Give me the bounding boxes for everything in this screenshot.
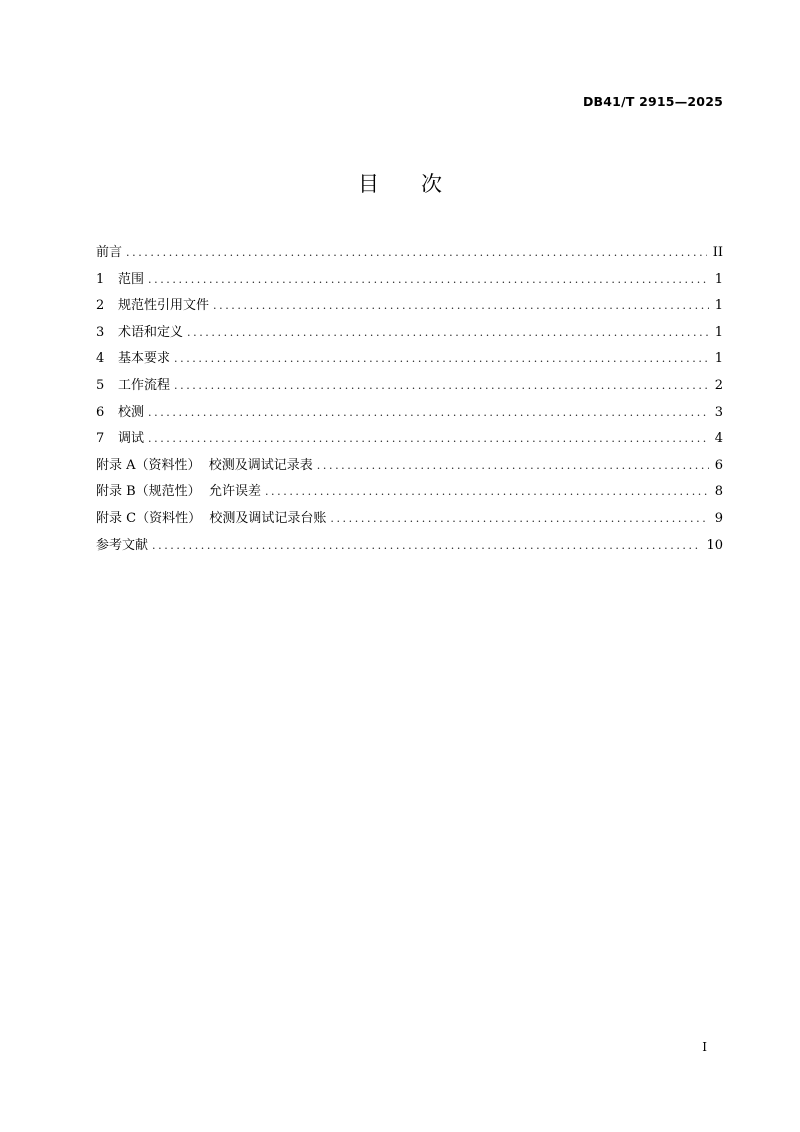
- toc-entry-number: 5: [96, 377, 105, 393]
- toc-entry-page: 6: [714, 457, 723, 473]
- toc-leader-dots: [148, 270, 709, 290]
- toc-entry-page: 1: [714, 324, 723, 340]
- toc-leader-dots: [213, 296, 709, 316]
- toc-leader-dots: [148, 403, 709, 423]
- toc-entry-label: 附录 B（规范性） 允许误差: [96, 484, 261, 500]
- toc-entry-number: 3: [96, 324, 105, 340]
- toc-entry-number: 1: [96, 271, 105, 287]
- toc-entry-page: 10: [706, 537, 723, 553]
- toc-entry-page: 1: [714, 298, 723, 314]
- toc-entry-foreword[interactable]: [96, 243, 723, 270]
- toc-entry-appendix-c[interactable]: [96, 509, 723, 536]
- toc-entry-terms-definitions[interactable]: [96, 323, 723, 350]
- page-title-char-2: 次: [421, 172, 442, 196]
- toc-entry-number: 7: [96, 431, 105, 447]
- toc-entry-label: 工作流程: [118, 377, 171, 393]
- toc-entry-page: 3: [714, 404, 723, 420]
- toc-leader-dots: [174, 376, 709, 396]
- toc-entry-label: 调试: [118, 431, 145, 447]
- toc-entry-bibliography[interactable]: [96, 536, 723, 563]
- toc-leader-dots: [330, 509, 708, 529]
- toc-entry-label: 规范性引用文件: [118, 298, 210, 314]
- toc-entry-label: 基本要求: [118, 351, 171, 367]
- toc-leader-dots: [317, 456, 709, 476]
- toc-entry-debugging[interactable]: [96, 429, 723, 456]
- toc-entry-number: 4: [96, 351, 105, 367]
- toc-entry-label: 附录 A（资料性） 校测及调试记录表: [96, 457, 313, 473]
- toc-entry-page: 9: [714, 510, 723, 526]
- toc-entry-page: II: [712, 245, 723, 260]
- toc-entry-page: 4: [714, 431, 723, 447]
- toc-leader-dots: [265, 482, 709, 502]
- table-of-contents: [96, 243, 723, 562]
- toc-entry-workflow[interactable]: [96, 376, 723, 403]
- toc-entry-scope[interactable]: [96, 270, 723, 297]
- toc-entry-label: 术语和定义: [118, 324, 184, 340]
- toc-entry-appendix-b[interactable]: [96, 482, 723, 509]
- toc-entry-page: 8: [714, 484, 723, 500]
- page-number: I: [702, 1040, 707, 1054]
- toc-entry-number: 6: [96, 404, 105, 420]
- toc-entry-label: 校测: [118, 404, 145, 420]
- toc-entry-calibration[interactable]: [96, 403, 723, 430]
- toc-entry-basic-requirements[interactable]: [96, 349, 723, 376]
- toc-entry-label: 前言: [96, 245, 123, 260]
- toc-entry-label: 范围: [118, 271, 145, 287]
- toc-leader-dots: [152, 536, 700, 556]
- toc-entry-label: 附录 C（资料性） 校测及调试记录台账: [96, 510, 327, 526]
- document-code: DB41/T 2915—2025: [582, 94, 723, 109]
- toc-entry-normative-references[interactable]: [96, 296, 723, 323]
- page-title-char-1: 目: [358, 172, 379, 196]
- toc-leader-dots: [174, 349, 709, 369]
- toc-entry-page: 2: [714, 377, 723, 393]
- toc-entry-appendix-a[interactable]: [96, 456, 723, 483]
- toc-entry-number: 2: [96, 298, 105, 314]
- toc-entry-page: 1: [714, 351, 723, 367]
- toc-entry-label: 参考文献: [96, 537, 149, 553]
- toc-leader-dots: [126, 243, 707, 263]
- toc-leader-dots: [148, 429, 709, 449]
- page-title: [0, 168, 800, 198]
- toc-leader-dots: [187, 323, 709, 343]
- toc-entry-page: 1: [714, 271, 723, 287]
